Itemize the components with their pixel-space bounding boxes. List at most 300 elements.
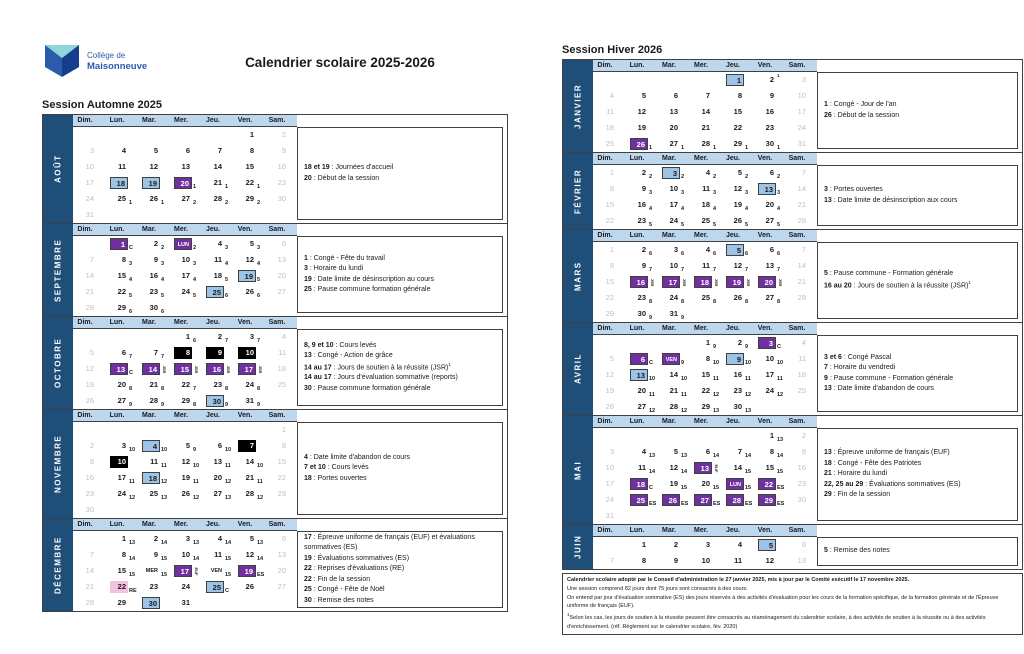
note-line: 14 au 17 : Jours de soutien à la réussite (JSR)$^1$ xyxy=(304,361,451,371)
day-number: 12 xyxy=(181,457,190,466)
day-annotation: 13 xyxy=(649,453,656,459)
day-cell xyxy=(233,470,265,486)
day-number: 9 xyxy=(801,447,806,456)
note-line: 22 : Reprises d'évaluations (RE) xyxy=(304,565,405,573)
day-cell xyxy=(689,290,721,306)
weekday-header: Jeu. xyxy=(201,115,233,127)
day-annotation: 13 xyxy=(745,408,752,414)
day-number: 27 xyxy=(694,494,712,506)
day-cell xyxy=(233,329,265,345)
day-cell xyxy=(689,383,721,399)
day-number: 22 xyxy=(758,478,776,490)
day-annotation: C xyxy=(129,370,133,376)
weekday-header: Sam. xyxy=(785,323,817,335)
day-number: 13 xyxy=(797,556,806,565)
day-annotation: C xyxy=(649,360,653,366)
month-label: AOÛT xyxy=(43,115,73,223)
day-number: 19 xyxy=(637,123,646,132)
day-cell xyxy=(753,476,785,492)
day-cell xyxy=(265,502,297,518)
note-line: 30 : Pause commune formation générale xyxy=(304,384,431,392)
day-number: 31 xyxy=(669,309,678,318)
day-number: 28 xyxy=(213,194,222,203)
day-number: 22 xyxy=(117,287,126,296)
day-annotation: JSR xyxy=(650,278,655,286)
day-number: 9 xyxy=(641,184,646,193)
day-annotation xyxy=(776,568,785,569)
day-number: 5 xyxy=(737,168,742,177)
day-annotation: 15 xyxy=(161,572,168,578)
day-annotation: 4 xyxy=(129,277,133,283)
day-number: 31 xyxy=(797,139,806,148)
day-cell xyxy=(137,547,169,563)
day-number: 5 xyxy=(89,348,94,357)
day-annotation: 12 xyxy=(649,408,656,414)
day-number: 12 xyxy=(149,162,158,171)
day-annotation: 11 xyxy=(681,392,687,398)
day-number: 4 xyxy=(121,146,126,155)
weekday-header: Jeu. xyxy=(721,153,753,165)
day-number: 27 xyxy=(669,139,678,148)
footnote-marker: 1 xyxy=(968,279,971,285)
day-cell xyxy=(593,428,625,444)
day-cell xyxy=(201,454,233,470)
day-number: 9 xyxy=(641,261,646,270)
day-cell xyxy=(265,579,297,595)
day-annotation xyxy=(680,568,689,569)
day-number: 22 xyxy=(733,123,742,132)
day-cell xyxy=(169,486,201,502)
day-number: 16 xyxy=(637,200,646,209)
day-number: 24 xyxy=(765,386,774,395)
day-number: 14 xyxy=(245,457,254,466)
day-annotation: 1 xyxy=(777,73,780,78)
day-number: 3 xyxy=(609,447,614,456)
day-cell xyxy=(137,345,169,361)
day-annotation: 13 xyxy=(777,437,784,443)
day-cell xyxy=(753,104,785,120)
day-cell xyxy=(753,508,785,524)
day-cell xyxy=(265,422,297,438)
day-annotation: 6 xyxy=(777,251,781,257)
day-number: 25 xyxy=(149,489,158,498)
day-annotation: 15 xyxy=(745,485,752,491)
month-juin xyxy=(563,524,1022,569)
day-annotation: 9 xyxy=(161,402,165,408)
month-label: SEPTEMBRE xyxy=(43,224,73,316)
day-number: 1 xyxy=(185,332,190,341)
day-annotation: 11 xyxy=(161,463,167,469)
day-number: 25 xyxy=(797,386,806,395)
day-cell xyxy=(785,508,817,524)
day-cell xyxy=(625,428,657,444)
day-annotation: 10 xyxy=(777,360,784,366)
day-number: 21 xyxy=(85,582,94,591)
day-number: 7 xyxy=(801,168,806,177)
weekday-header: Mar. xyxy=(137,224,169,236)
day-number: 23 xyxy=(149,582,158,591)
day-annotation: 12 xyxy=(193,495,200,501)
day-cell xyxy=(689,367,721,383)
weekday-header: Sam. xyxy=(265,224,297,236)
day-cell xyxy=(753,88,785,104)
note-days: 13 xyxy=(824,449,832,457)
weekday-header: Jeu. xyxy=(721,525,753,537)
day-annotation: 11 xyxy=(713,376,719,382)
day-number: 12 xyxy=(669,463,678,472)
day-annotation: 9 xyxy=(129,402,133,408)
day-number: 11 xyxy=(702,261,710,270)
day-cell xyxy=(265,595,297,611)
day-cell xyxy=(265,361,297,377)
note-line: 22, 25 au 29 : Évaluations sommatives (ES) xyxy=(824,480,961,488)
month-mai xyxy=(563,415,1022,524)
day-number: 20 xyxy=(765,200,774,209)
day-number: 1 xyxy=(609,245,614,254)
day-cell xyxy=(201,191,233,207)
day-cell xyxy=(593,553,625,569)
day-annotation: 9 xyxy=(681,315,685,321)
day-annotation: 10 xyxy=(257,463,264,469)
day-annotation: 3 xyxy=(129,261,133,267)
day-cell xyxy=(593,104,625,120)
day-annotation: 1 xyxy=(193,184,197,190)
day-number: 18 xyxy=(797,370,806,379)
day-cell xyxy=(689,242,721,258)
day-cell xyxy=(625,460,657,476)
day-cell xyxy=(689,553,721,569)
day-annotation: 6 xyxy=(681,251,685,257)
weekday-header: Sam. xyxy=(785,153,817,165)
day-cell xyxy=(657,508,689,524)
day-number: 9 xyxy=(281,146,286,155)
month-notes xyxy=(817,428,1018,521)
day-annotation: 9 xyxy=(193,447,197,453)
day-annotation: 7 xyxy=(161,354,165,360)
day-cell xyxy=(233,579,265,595)
weekday-header: Mer. xyxy=(689,416,721,428)
day-number: 17 xyxy=(765,370,774,379)
day-cell xyxy=(657,492,689,508)
day-cell xyxy=(73,563,105,579)
day-number: 2 xyxy=(281,130,286,139)
day-cell xyxy=(137,438,169,454)
day-cell xyxy=(593,88,625,104)
day-cell xyxy=(137,207,169,223)
day-number: 16 xyxy=(85,473,94,482)
note-days: 1 xyxy=(304,254,308,262)
day-cell xyxy=(689,181,721,197)
day-number: 21 xyxy=(701,123,710,132)
day-cell xyxy=(785,197,817,213)
day-annotation xyxy=(616,568,625,569)
weekday-header: Ven. xyxy=(753,230,785,242)
day-number: 27 xyxy=(277,287,286,296)
note-line: 29 : Fin de la session xyxy=(824,491,891,499)
day-cell xyxy=(201,595,233,611)
day-number: 12 xyxy=(605,370,614,379)
day-cell xyxy=(721,537,753,553)
weekday-header: Mar. xyxy=(657,153,689,165)
weekday-header: Mer. xyxy=(169,410,201,422)
day-cell xyxy=(689,88,721,104)
day-number: 21 xyxy=(245,473,254,482)
day-number: 1 xyxy=(121,534,126,543)
day-cell xyxy=(721,274,753,290)
day-number: 1 xyxy=(609,168,614,177)
note-line: 19 : Date limite de désinscription au cours xyxy=(304,275,434,283)
day-cell xyxy=(721,242,753,258)
day-number: 16 xyxy=(797,463,806,472)
logo-mark-icon xyxy=(44,44,80,78)
weekday-header: Dim. xyxy=(73,410,105,422)
weekday-header: Mar. xyxy=(657,323,689,335)
month-notes xyxy=(297,127,503,220)
day-annotation: 10 xyxy=(649,376,656,382)
day-annotation xyxy=(128,610,137,611)
day-number: 11 xyxy=(278,348,286,357)
day-number: 22 xyxy=(605,216,614,225)
day-cell xyxy=(169,454,201,470)
day-cell xyxy=(265,329,297,345)
day-cell xyxy=(657,72,689,88)
day-cell xyxy=(689,136,721,152)
day-annotation: 15 xyxy=(681,485,688,491)
day-annotation: 14 xyxy=(649,469,656,475)
day-number: 15 xyxy=(605,200,614,209)
day-cell xyxy=(753,492,785,508)
month-mars xyxy=(563,229,1022,322)
day-annotation: 5 xyxy=(777,222,781,228)
day-number: 16 xyxy=(630,276,648,288)
weekday-header: Mar. xyxy=(657,60,689,72)
day-number: 2 xyxy=(769,75,774,84)
day-cell xyxy=(689,508,721,524)
note-line: 17 : Épreuve uniforme de français (EUF) et évaluations sommatives (ES) xyxy=(304,533,475,552)
day-annotation: C xyxy=(777,344,781,350)
day-annotation: JSR xyxy=(778,278,783,286)
day-cell xyxy=(689,165,721,181)
day-number: 19 xyxy=(238,270,256,282)
day-annotation: JSR xyxy=(682,278,687,286)
day-number: 6 xyxy=(769,168,774,177)
weekday-header: Ven. xyxy=(753,525,785,537)
day-cell xyxy=(265,127,297,143)
day-number: 24 xyxy=(181,582,190,591)
weekday-header: Dim. xyxy=(73,224,105,236)
day-cell xyxy=(657,351,689,367)
day-cell xyxy=(73,191,105,207)
day-cell xyxy=(137,531,169,547)
month-avril xyxy=(563,322,1022,415)
day-annotation: 1 xyxy=(129,200,133,206)
day-number: 5 xyxy=(153,146,158,155)
day-number: 12 xyxy=(245,550,254,559)
day-cell xyxy=(201,393,233,409)
note-line: 18 et 19 : Journées d'accueil xyxy=(304,164,394,171)
day-cell xyxy=(785,553,817,569)
day-cell xyxy=(753,383,785,399)
day-annotation xyxy=(616,151,625,152)
day-cell xyxy=(265,175,297,191)
day-cell xyxy=(753,258,785,274)
day-annotation: 10 xyxy=(713,360,720,366)
day-cell xyxy=(593,444,625,460)
day-number: 4 xyxy=(641,447,646,456)
day-number: 6 xyxy=(705,447,710,456)
day-number: 21 xyxy=(669,386,678,395)
day-cell xyxy=(105,563,137,579)
day-number: 8 xyxy=(705,354,710,363)
note-days: 14 au 17 xyxy=(304,374,332,382)
note-line: 30 : Remise des notes xyxy=(304,596,374,604)
day-cell xyxy=(265,345,297,361)
day-number: 23 xyxy=(213,380,222,389)
session-hiver xyxy=(562,44,1023,635)
day-cell xyxy=(137,252,169,268)
day-number: 10 xyxy=(181,255,190,264)
day-number: 18 xyxy=(630,478,648,490)
day-number: 6 xyxy=(630,353,648,365)
day-number: 30 xyxy=(765,139,774,148)
day-cell xyxy=(201,268,233,284)
day-annotation: 12 xyxy=(681,408,688,414)
day-number: 20 xyxy=(277,271,286,280)
day-number: 3 xyxy=(673,245,678,254)
day-number: 12 xyxy=(85,364,94,373)
day-cell xyxy=(233,502,265,518)
weekday-header: Lun. xyxy=(105,115,137,127)
day-cell xyxy=(593,335,625,351)
month-notes xyxy=(297,329,503,406)
day-cell xyxy=(785,213,817,229)
day-cell xyxy=(169,345,201,361)
day-cell xyxy=(593,306,625,322)
day-annotation: 8 xyxy=(745,299,749,305)
weekday-header: Lun. xyxy=(625,525,657,537)
month-notes xyxy=(817,165,1018,226)
day-number: 15 xyxy=(245,162,254,171)
day-cell xyxy=(233,300,265,316)
day-annotation: 4 xyxy=(257,261,261,267)
day-annotation xyxy=(808,151,817,152)
day-cell xyxy=(105,393,137,409)
weekday-header: Jeu. xyxy=(721,60,753,72)
day-cell xyxy=(137,422,169,438)
weekday-header: Dim. xyxy=(593,323,625,335)
day-number: 27 xyxy=(117,396,126,405)
day-cell xyxy=(785,537,817,553)
weekday-header: Lun. xyxy=(105,317,137,329)
note-line: 13 : Congé - Action de grâce xyxy=(304,352,393,360)
day-number: 29 xyxy=(117,598,126,607)
day-annotation: 2 xyxy=(649,174,653,180)
weekday-header: Mar. xyxy=(137,115,169,127)
day-number: 9 xyxy=(153,255,158,264)
day-cell xyxy=(73,143,105,159)
day-number: 11 xyxy=(702,184,710,193)
day-annotation: 2 xyxy=(193,245,197,251)
month-août xyxy=(43,115,507,223)
day-cell xyxy=(73,207,105,223)
weekday-header: Mer. xyxy=(689,153,721,165)
day-cell xyxy=(105,175,137,191)
day-cell xyxy=(169,595,201,611)
day-cell xyxy=(169,502,201,518)
day-number: 4 xyxy=(609,91,614,100)
day-number: 8 xyxy=(609,261,614,270)
note-line: 3 : Portes ouvertes xyxy=(824,186,883,193)
day-cell xyxy=(593,351,625,367)
note-line: 1 : Congé - Fête du travail xyxy=(304,254,385,262)
day-number: 12 xyxy=(637,107,646,116)
day-annotation: 5 xyxy=(129,293,133,299)
day-number: 27 xyxy=(765,216,774,225)
day-number: 12 xyxy=(733,261,742,270)
note-line: 8, 9 et 10 : Cours levés xyxy=(304,341,377,349)
day-annotation: 11 xyxy=(129,479,135,485)
day-cell xyxy=(233,422,265,438)
day-cell xyxy=(169,422,201,438)
day-cell xyxy=(625,72,657,88)
day-annotation: 12 xyxy=(713,392,720,398)
day-cell xyxy=(201,377,233,393)
day-number: 25 xyxy=(701,216,710,225)
day-cell xyxy=(233,252,265,268)
day-cell xyxy=(625,476,657,492)
day-number: 22 xyxy=(277,473,286,482)
day-annotation: 1 xyxy=(225,184,229,190)
day-number: 29 xyxy=(605,309,614,318)
day-annotation: 9 xyxy=(649,315,653,321)
day-cell xyxy=(785,306,817,322)
day-cell xyxy=(721,383,753,399)
weekday-header: Mer. xyxy=(169,224,201,236)
day-cell xyxy=(233,454,265,470)
note-days: 3 xyxy=(304,265,308,272)
day-number: 7 xyxy=(238,440,256,452)
day-cell xyxy=(169,563,201,579)
day-cell xyxy=(201,159,233,175)
day-cell xyxy=(753,444,785,460)
day-number: 13 xyxy=(694,462,712,474)
weekday-header: Sam. xyxy=(265,410,297,422)
day-annotation: 13 xyxy=(161,495,168,501)
weekday-header: Sam. xyxy=(785,230,817,242)
day-annotation: 2 xyxy=(745,174,749,180)
day-cell xyxy=(105,191,137,207)
day-number: 9 xyxy=(769,91,774,100)
day-annotation xyxy=(648,568,657,569)
day-cell xyxy=(785,492,817,508)
note-days: 18 et 19 xyxy=(304,164,330,171)
day-cell xyxy=(689,104,721,120)
day-annotation: 8 xyxy=(193,402,197,408)
day-cell xyxy=(169,159,201,175)
day-cell xyxy=(785,165,817,181)
day-cell xyxy=(593,383,625,399)
footer-box xyxy=(562,573,1023,635)
day-number: 9 xyxy=(673,556,678,565)
weekday-header: Ven. xyxy=(753,323,785,335)
day-annotation: 15 xyxy=(745,469,752,475)
note-days: 22 xyxy=(304,575,312,583)
day-cell xyxy=(753,213,785,229)
day-cell xyxy=(105,470,137,486)
day-cell xyxy=(721,553,753,569)
day-number: 22 xyxy=(110,581,128,593)
day-number: 22 xyxy=(181,380,190,389)
